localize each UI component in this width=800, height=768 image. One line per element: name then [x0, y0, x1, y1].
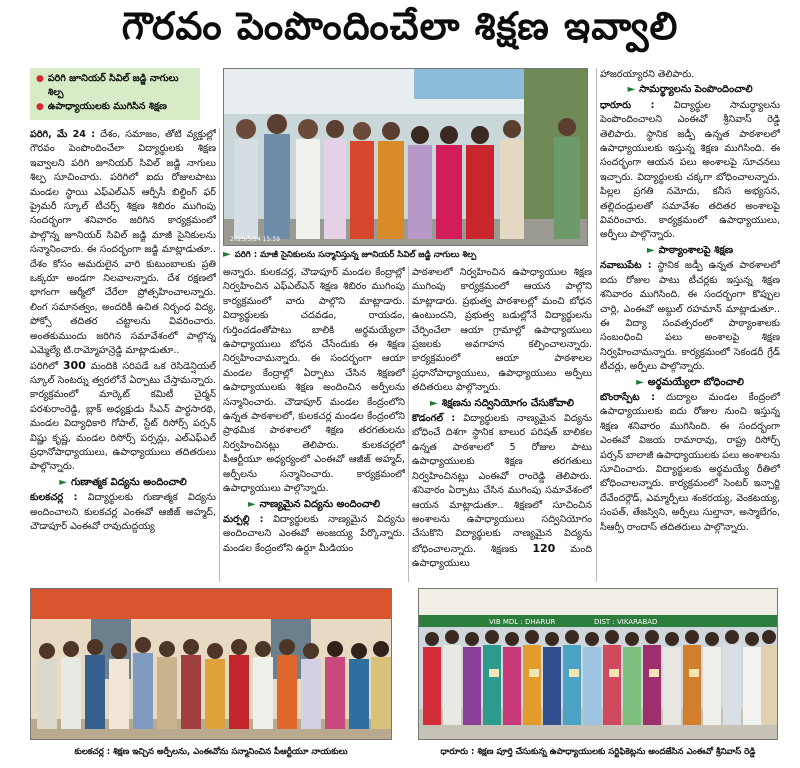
paragraph-text: పరిగిలో [30, 360, 58, 372]
subheading [600, 83, 780, 97]
photo-timestamp: 2025/5/24 15:59 [230, 236, 280, 243]
caption-text: కులకచర్ల : శిక్షణ ఇచ్చిన అర్పీలను, ఎంఈవోను సన్మానించిన పీఆర్టీయూ నాయకులు [74, 746, 348, 757]
photo-bottom-left [30, 588, 392, 740]
paragraph: పాఠశాలలో నిర్వహించిన ఉపాధ్యాయుల శిక్షణ ముగింపు కార్యక్రమంలో ఆయన పాల్గొని మాట్లాడారు. ప్రభుత్వ పాఠశాలల్లో మంచి బోధన ఉంటుందని, ప్రభుత్వ బడుల్లోనే విద్యార్థులను చేర్పించేలా ఆయా గ్రామాల్లో ఉపాధ్యాయులు ప్రజలకు అవగాహన కల్పించాలన్నారు. కార్యక్రమంలో ఆయా పాఠశాలల ప్రధానోపాధ్యాయులు, ఉపాధ్యాయులు అర్పీలు తదితరులు పాల్గొన్నారు. [412, 267, 592, 394]
highlight-item [36, 72, 194, 100]
paragraph-text: విద్యార్థుల సామర్థ్యాలను పెంపొందించాలని ఎంఈవో శ్రీనివాస్ రెడ్డి తెలిపారు. స్థానిక జడ్పీ ఉన్నత పాఠశాలలో ఉపాధ్యాయులకు ఇస్తున్న శిక్షణ ముగిసింది. ఈ సందర్భంగా ఆయన పలు అంశాలపై సూచనలు ఇచ్చారు. విద్యార్థులకు చక్కగా బోధించాలన్నారు. పిల్లల ప్రగతి నమోదు, కనీస అభ్యసన, తల్లిదండ్రులతో సమావేశం తదితర అంశాలపై వివరించారు. కార్యక్రమంలో ఉపాధ్యాయులు, అర్పీలు పాల్గొన్నారు. [600, 99, 780, 241]
column-divider [596, 68, 597, 582]
subheading-text: శిక్షణను సద్వినియోగం చేసుకోవాలి [441, 397, 574, 409]
banner-left-text: VIB MDL : DHARUR [489, 618, 556, 626]
dateline: మర్పల్లి : [223, 513, 264, 525]
paragraph-text: విద్యార్థులకు నాణ్యమైన విద్యను బోధించే దిశగా స్థానిక బాలుర పరిషత్ బాలికల ఉన్నత పాఠశాలలో 5 రోజుల పాటు ఉపాధ్యాయులకు శిక్షణ తరగతులు నిర్వహించినట్లు ఎంఈవో రాంరెడ్డి తెలిపారు. శనివారం ఏర్పాటు చేసిన ముగింపు సమావేశంలో ఆయన మాట్లాడుతూ.. శిక్షణలో సూచించిన అంశాలను ఉపాధ్యాయులు సద్వినియోగం చేసుకొని విద్యార్థులకు నాణ్యమైన విద్యను బోధించాలన్నారు. శిక్షణకు [412, 413, 592, 555]
headline: గౌరవం పెంపొందించేలా శిక్షణ ఇవ్వాలి [121, 4, 679, 48]
paragraph [600, 391, 780, 535]
photo-top [223, 68, 588, 246]
photo-bottom-left-image [31, 589, 392, 740]
subheading-text: అర్థమయ్యేలా బోధించాలి [647, 376, 744, 388]
subheading-arrow-icon: ► [636, 376, 644, 388]
article-column-1 [30, 128, 216, 582]
dateline: బొంరాస్పేట : [600, 391, 655, 403]
caption-text: ధారూరు : శిక్షణ పూర్తి చేసుకున్న ఉపాధ్యాయులకు సర్టిఫికెట్లను అందజేసిన ఎంఈవో శ్రీనివాస్ రెడ్డి [440, 746, 756, 757]
subheading-arrow-icon: ► [59, 476, 67, 488]
dateline: పరిగి, మే 24 : [30, 129, 96, 140]
paragraph-text: మంది ఉపాధ్యాయులు [412, 543, 592, 570]
paragraph: అన్నారు. కులకచర్ల, చౌడాపూర్ మండల కేంద్రాల్లో నిర్వహించిన ఎఫ్ఎల్ఎన్ శిక్షణ శిబిరం ముగింపు కార్యక్రమంలో వారు పాల్గొని మాట్లాడారు. విద్యార్థులకు చదవడం, రాయడం, గుర్తించడంతోపాటు బాలికి అర్థమయ్యేలా ఉపాధ్యాయులు బోధన చేసేందుకు ఈ శిక్షణ నిర్వహించామన్నారు. ఈ సందర్భంగా ఆయా మండల కేంద్రాల్లో ఏర్పాటు చేసిన శిక్షణలో ఉపాధ్యాయులకు శిక్షణ అందించిన అర్పీలను సన్మానించారు. చౌడాపూర్ మండల కేంద్రంలోని ఉన్నత పాఠశాలలో, కులకచర్ల మండల కేంద్రంలోని ప్రాథమిక పాఠశాలలో శిక్షణ తరగతులను నిర్వహించినట్లు తెలిపారు. కులకచర్లలో పీఆర్టీయూ అధ్యర్యంలో ఎంఈవో ఆజీజ్ అహ్మద్, అర్పీలను సన్మానించారు. కార్యక్రమంలో ఉపాధ్యాయులు పాల్గొన్నారు. [223, 267, 405, 495]
paragraph-text: దుద్యాల మండల కేంద్రంలో ఉపాధ్యాయులకు ఐదు రోజుల నుంచి ఇస్తున్న శిక్షణ శనివారం ముగిసింది. ఈ సందర్భంగా ఎంఈవో విజయ రామారావు, రాష్ట్ర రిసోర్స్ పర్సన్ బాలాజీ ఉపాధ్యాయులకు పలు అంశాలను సూచించారు. విద్యార్థులకు అర్థమయ్యే రీతిలో బోధించాలన్నారు. కార్యక్రమంలో సెంటర్ ఇన్చార్జి దేవేందర్గౌడ్, ఎమ్మార్పీలు శంకరయ్య, వెంకటయ్య, సంపత్, తేజస్విని, అర్పీలు సుల్తానా, అస్మాబేగం, సీఆర్పీ రాందాస్ తదితరులు పాల్గొన్నారు. [600, 391, 780, 533]
paragraph-text: స్థానిక జడ్పీ ఉన్నత పాఠశాలలో ఐదు రోజుల పాటు టీచర్లకు ఇస్తున్న శిక్షణ శనివారం ముగిసింది. ఈ సందర్భంగా కొప్పుల చార్లి, ఎంఈవో అబ్దుల్ రహమాన్ మాట్లాడుతూ.. ఈ విద్యా సంవత్సరంలో పాఠ్యాంశాలకు సంబంధించి పలు అంశాలపై శిక్షణ నిర్వహించామన్నారు. కార్యక్రమంలో సెకండరీ గ్రేడ్ టీచర్లు, అర్పీలు పాల్గొన్నారు. [600, 260, 780, 373]
paragraph [600, 99, 780, 243]
paragraph-text: విద్యార్థులకు నాణ్యమైన విద్యను అందించాలని ఎంఈవో అంజయ్య పేర్కొన్నారు. మండల కేంద్రంలోని ఉర్దూ మీడియం [223, 513, 405, 554]
highlights-box [30, 68, 200, 120]
subheading-arrow-icon: ► [646, 244, 655, 256]
bullet-icon: ● [36, 101, 44, 112]
article-column-2 [223, 266, 405, 582]
paragraph [223, 513, 405, 556]
dateline: కొడంగల్ : [412, 413, 456, 425]
caption-arrow-icon: ► [223, 249, 231, 260]
subheading-arrow-icon: ► [430, 397, 438, 409]
subheading-text: గుణాత్మక విద్యను అందించాలి [70, 476, 187, 488]
number-text: 300 [62, 358, 86, 372]
highlight-text: పరిగి జూనియర్ సివిల్ జడ్జి నాగులు శిల్ప [47, 73, 179, 98]
paragraph-text: మందికి సరిపడే ఒక రెసిడెన్షియల్ స్కూల్ సెంటర్ను త్వరలోనే ఏర్పాటు చేస్తామన్నారు. కార్యక్రమంలో మార్కెట్ కమిటీ చైర్మన్ పరశురాంరెడ్డి, బ్లాక్ అధ్యక్షుడు సీఎన్ పార్థసారథి, మండల విద్యాధికారి గోపాల్, స్టేట్ రిసోర్స్ పర్సన్ విష్ణు కృష్ణ, మండల రిసోర్స్ పర్సన్లు, ఎల్ఎఫ్ఎల్ ప్రధానోపాధ్యాయులు, ఉపాధ్యాయులు తదితరులు పాల్గొన్నారు. [30, 360, 216, 473]
dateline: కులకచర్ల : [30, 492, 78, 504]
subheading-text: సామర్థ్యాలను పెంపొందించాలి [639, 84, 753, 96]
dateline: నవాబుపేట : [600, 260, 652, 272]
column-divider [219, 128, 220, 582]
paragraph [30, 128, 216, 359]
article-column-3 [412, 266, 592, 582]
banner-right-text: DIST : VIKARABAD [594, 618, 658, 626]
subheading-text: పాఠ్యాంశాలపై శిక్షణ [658, 244, 734, 256]
photo-top-caption [223, 248, 588, 262]
column-divider [408, 266, 409, 582]
caption-text: పరిగి : మాజీ సైనికులను సన్మానిస్తున్న జూనియర్ సివిల్ జడ్జి నాగులు శిల్ప [234, 249, 477, 260]
highlight-text: ఉపాధ్యాయులకు ముగిసిన శిక్షణ [47, 100, 167, 112]
paragraph: హాజరయ్యారని తెలిపారు. [600, 69, 695, 80]
subheading [412, 397, 592, 411]
bullet-icon: ● [36, 74, 44, 84]
paragraph [30, 359, 216, 475]
paragraph-text: విద్యార్థులకు గుణాత్మక విద్యను అందించాలని కులకచర్ల ఎంఈవో ఆజీజ్ అహ్మద్, చౌడాపూర్ ఎంఈవో రావుదుద్దయ్య [30, 492, 216, 532]
photo-top-image [224, 69, 588, 246]
photo-bottom-right [418, 588, 778, 740]
subheading-arrow-icon: ► [247, 498, 256, 510]
photo-bottom-right-image [419, 589, 778, 740]
article-column-4 [600, 68, 780, 582]
paragraph [412, 412, 592, 571]
subheading-arrow-icon: ► [627, 84, 636, 96]
photo-bottom-left-caption [30, 744, 392, 760]
subheading-text: నాణ్యమైన విద్యను అందించాలి [259, 498, 381, 510]
subheading [223, 498, 405, 512]
paragraph [600, 259, 780, 374]
number-text: 120 [532, 541, 556, 555]
subheading [600, 376, 780, 390]
paragraph [30, 491, 216, 534]
highlight-item [36, 100, 194, 114]
subheading [30, 476, 216, 490]
paragraph-text: దేశం, సమాజం, తోటి వ్యక్తుల్లో గౌరవం పెంపొందించేలా విద్యార్థులకు శిక్షణ ఇవ్వాలని పరిగి జూనియర్ సివిల్ జడ్జి నాగులు శిల్ప సూచించారు. పరిగిలో ఐదు రోజులపాటు మండల స్థాయి ఎఫ్ఎల్ఎన్ ఆర్పీసీ బిల్డింగ్ ఫర్ ప్రైమరీ స్కూల్ టీచర్స్ శిక్షణ శిబిరం ముగింపు సందర్భంగా శనివారం జరిగిన కార్యక్రమంలో పాల్గొన్న జూనియర్ సివిల్ జడ్జి మాజీ సైనికులను సన్మానించారు. ఈ సందర్భంగా జడ్జి మాట్లాడుతూ.. దేశం కోసం అమరులైన వారి కుటుంబాలకు ప్రతి ఒక్కరూ అండగా నిలవాలన్నారు. దేశ రక్షణలో భాగంగా ఆర్మీలో చేరేలా ప్రోత్సహించాలన్నారు. లింగ సమానత్వం, అందరికీ ఉచిత నిర్బంధ విద్య, పోక్సో తదితర చట్టాలను వివరించారు. అంతకుముందు జరిగిన సమావేశంలో పాల్గొన్న ఎమ్మెల్యే టి.రామ్మోహన్రెడ్డి మాట్లాడుతూ.. [30, 129, 216, 357]
subheading [600, 244, 780, 258]
photo-bottom-right-caption [418, 744, 778, 760]
dateline: ధారూరు : [600, 99, 655, 111]
